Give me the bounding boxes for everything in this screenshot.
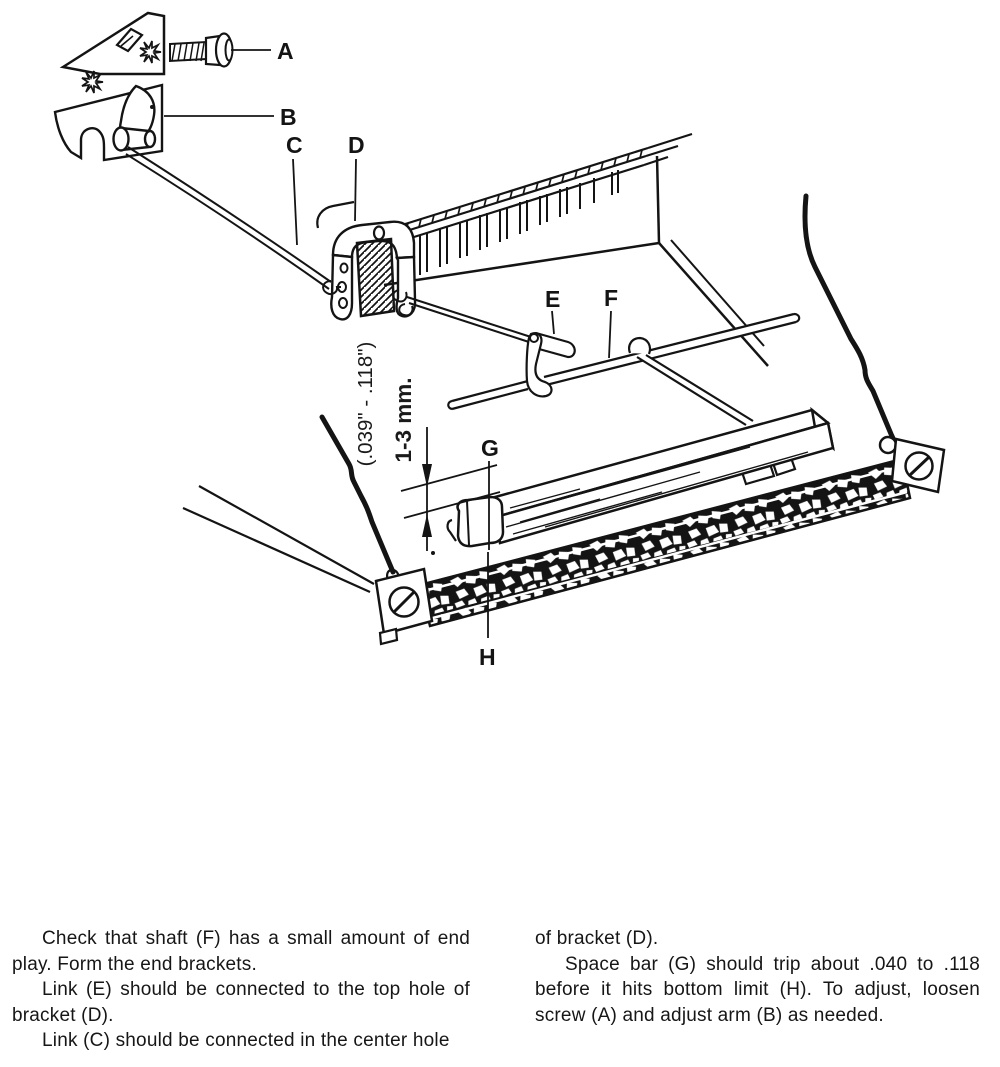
bracket-d-top-hole <box>374 227 384 240</box>
label-a: A <box>277 38 294 64</box>
punched-hole-icon <box>82 71 103 93</box>
caption-left-column <box>12 926 470 1054</box>
frame-top-left <box>55 13 164 160</box>
caption-paragraph: of bracket (D). <box>535 928 659 949</box>
label-g: G <box>481 435 499 461</box>
label-e: E <box>545 286 561 312</box>
leader-lines <box>164 50 611 638</box>
caption-paragraph: Link (E) should be connected to the top hole of bracket (D). <box>12 979 470 1026</box>
pivot-pin <box>114 128 156 151</box>
frame-tab <box>117 29 142 51</box>
caption-right-column <box>535 926 980 1028</box>
punched-hole-icon <box>140 41 161 63</box>
bracket-d-hatched-block <box>357 239 394 316</box>
dimension-inches: (.039" - .118") <box>354 341 377 467</box>
dimension-arrow-up-icon <box>422 514 432 537</box>
dimension-metric: 1-3 mm. <box>391 377 416 463</box>
label-h: H <box>479 644 496 670</box>
bracket-d-hole-top <box>341 264 348 273</box>
link-e <box>407 297 532 343</box>
bracket-d <box>331 222 415 320</box>
caption-paragraph: Space bar (G) should trip about .040 to .118 before it hits bottom limit (H). To adjust, loosen screw (A) and adjust arm (B) as needed. <box>535 953 980 1026</box>
label-f: F <box>604 285 619 311</box>
link-c <box>126 147 341 294</box>
label-c: C <box>286 132 303 158</box>
caption-paragraph: Link (C) should be connected in the center hole <box>42 1030 450 1051</box>
space-bar-foot <box>458 497 503 546</box>
shaft-crank <box>527 333 575 396</box>
shaft-hanger <box>629 338 753 425</box>
segment-comb <box>398 134 692 275</box>
label-b: B <box>280 104 297 130</box>
caption-paragraph: Check that shaft (F) has a small amount of end play. Form the end brackets. <box>12 928 470 975</box>
screw-a <box>170 34 233 67</box>
bracket-d-hole-bottom <box>339 298 347 308</box>
label-d: D <box>348 132 365 158</box>
